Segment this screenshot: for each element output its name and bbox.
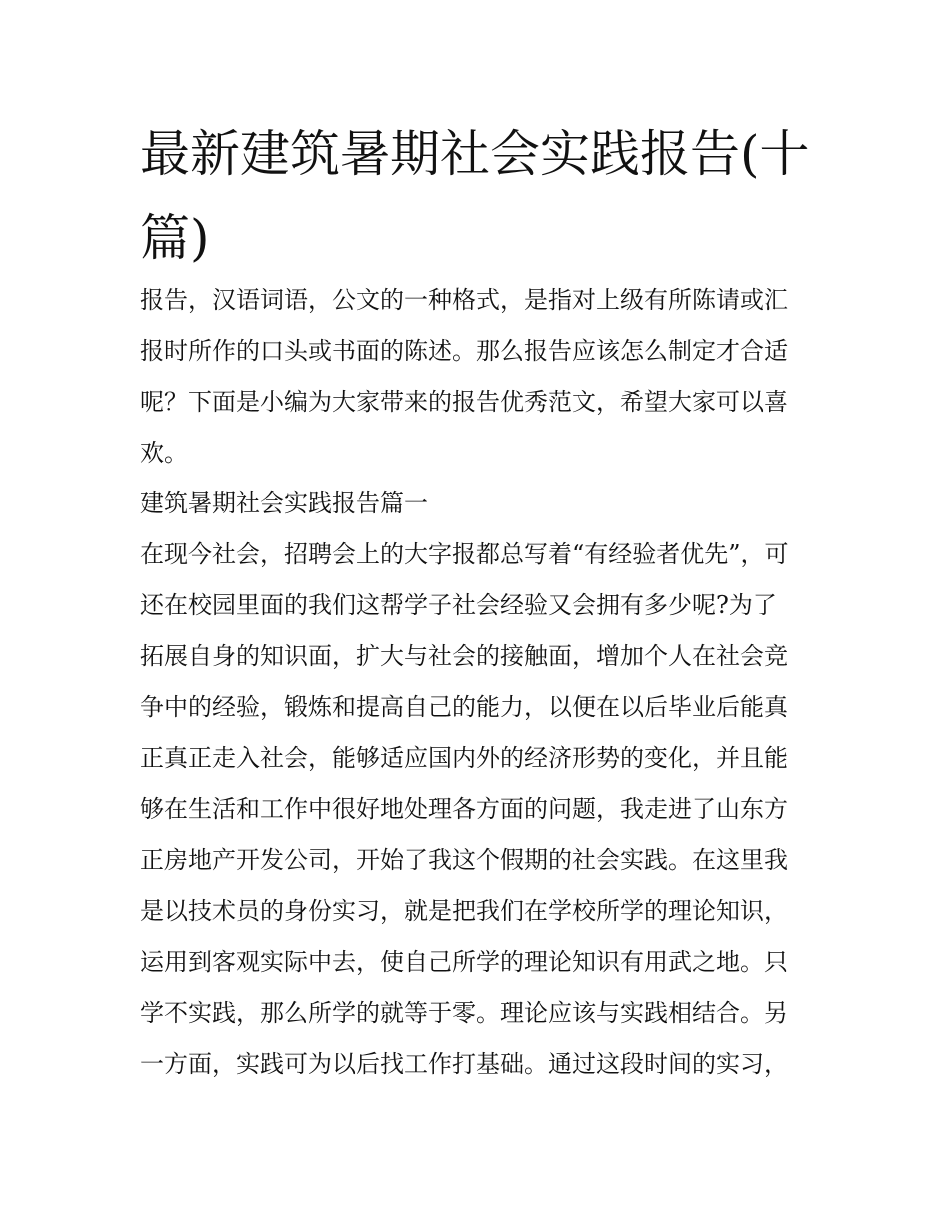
body-line: 还在校园里面的我们这帮学子社会经验又会拥有多少呢?为了 [140,591,777,619]
intro-line: 报时所作的口头或书面的陈述。那么报告应该怎么制定才合适 [140,337,788,365]
body-line: 正真正走入社会，能够适应国内外的经济形势的变化，并且能 [140,744,788,772]
body-line: 正房地产开发公司，开始了我这个假期的社会实践。在这里我 [140,846,788,874]
title-line: 篇) [140,209,210,267]
body-line: 学不实践，那么所学的就等于零。理论应该与实践相结合。另 [140,999,788,1027]
title-line: 最新建筑暑期社会实践报告(十 [140,125,810,183]
section-heading-text: 建筑暑期社会实践报告篇一 [140,489,428,517]
body-line: 拓展自身的知识面，扩大与社会的接触面，增加个人在社会竞 [140,642,788,670]
intro-paragraph [140,275,815,479]
section-heading [140,478,815,529]
intro-line: 报告，汉语词语，公文的一种格式，是指对上级有所陈请或汇 [140,286,788,314]
document-title [140,112,820,280]
body-line: 够在生活和工作中很好地处理各方面的问题，我走进了山东方 [140,795,788,823]
body-line: 运用到客观实际中去，使自己所学的理论知识有用武之地。只 [140,948,788,976]
body-line: 是以技术员的身份实习，就是把我们在学校所学的理论知识， [140,897,788,925]
body-line: 一方面，实践可为以后找工作打基础。通过这段时间的实习， [140,1050,788,1078]
intro-line: 欢。 [140,439,188,467]
section-body-paragraph [140,529,815,1090]
body-line: 争中的经验，锻炼和提高自己的能力，以便在以后毕业后能真 [140,693,788,721]
intro-line: 呢？下面是小编为大家带来的报告优秀范文，希望大家可以喜 [140,388,788,416]
body-line: 在现今社会，招聘会上的大字报都总写着“有经验者优先”，可 [140,540,789,568]
